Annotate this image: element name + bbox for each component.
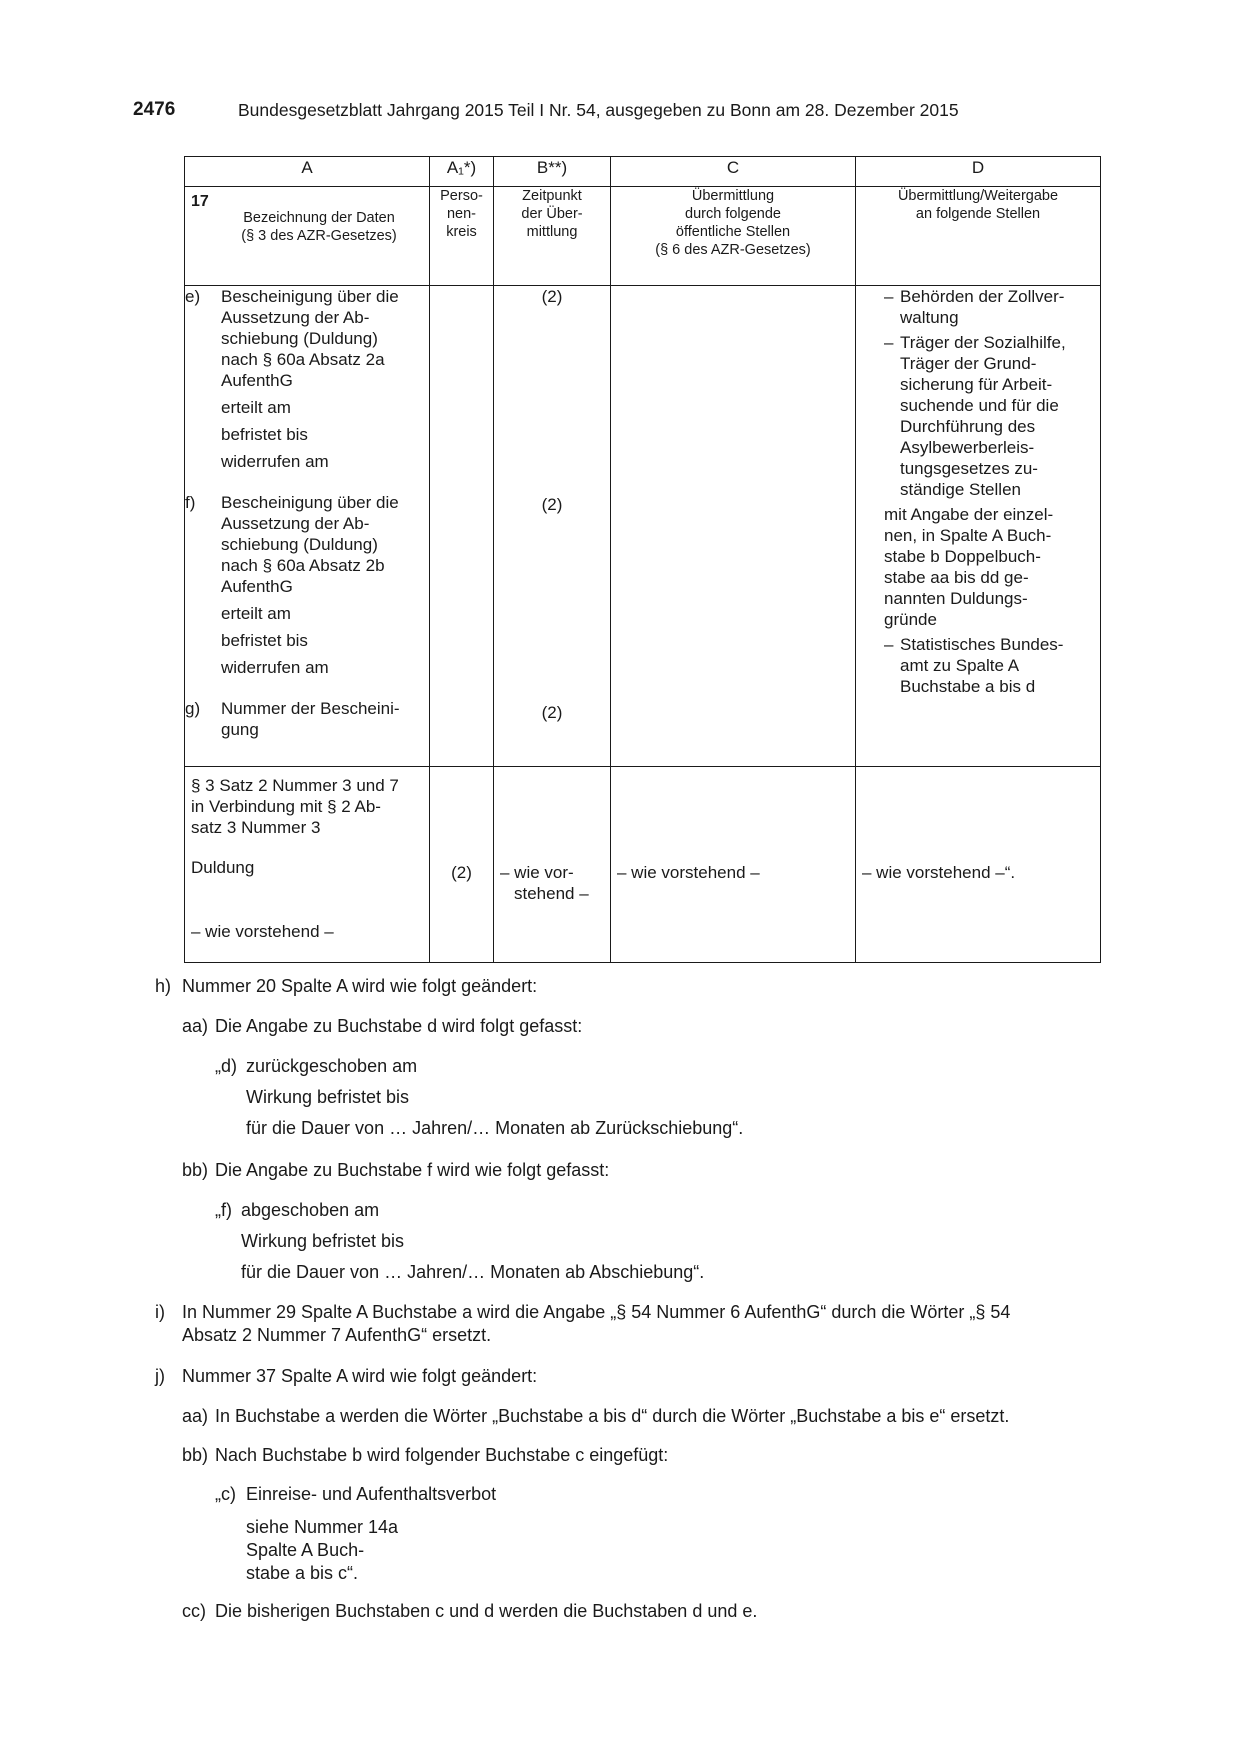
recipient-line: tungsgesetzes zu- [900, 459, 1038, 478]
law-reference-line: § 3 Satz 2 Nummer 3 und 7 [191, 776, 399, 795]
list-item [185, 492, 429, 678]
item-extra: erteilt am [221, 604, 291, 623]
para-j-cc [182, 1600, 758, 1623]
desc-b-line: Zeitpunkt [522, 188, 582, 204]
quote-line: Wirkung befristet bis [241, 1231, 405, 1251]
recipient-line: Asylbewerberleis- [900, 438, 1035, 457]
quote-line: zurückgeschoben am [246, 1056, 418, 1076]
desc-b-line: mittlung [526, 224, 578, 240]
last-col-a1 [430, 767, 494, 963]
last-col-c [611, 767, 856, 963]
para-text: In Buchstabe a werden die Wörter „Buchstabe a bis d“ durch die Wörter „Buchstabe a bis e“ ersetzt. [215, 1406, 1010, 1426]
law-reference-line: satz 3 Nummer 3 [191, 818, 321, 837]
desc-c-line: Übermittlung [691, 188, 775, 204]
desc-d-line: Übermittlung/Weitergabe [897, 188, 1059, 204]
quote-d [215, 1055, 744, 1138]
desc-c [611, 187, 856, 286]
item-line: Aussetzung der Ab- [221, 514, 370, 533]
item-line: AufenthG [221, 577, 293, 596]
item-extra: befristet bis [221, 425, 308, 444]
main-col-a1 [430, 286, 494, 767]
main-content-row [185, 286, 1101, 767]
header-title: Bundesgesetzblatt Jahrgang 2015 Teil I Nr. 54, ausgegeben zu Bonn am 28. Dezember 2015 [238, 100, 959, 120]
desc-d [856, 187, 1101, 286]
time-value: (2) [541, 703, 563, 722]
desc-b-line: der Über- [521, 206, 583, 222]
quote-line: Spalte A Buch- [246, 1540, 365, 1560]
desc-c-line: durch folgende [685, 206, 781, 222]
item-extra: erteilt am [221, 398, 291, 417]
para-text: Nach Buchstabe b wird folgender Buchstabe c eingefügt: [215, 1445, 669, 1465]
quote-label: „c) [215, 1484, 236, 1504]
item-line: Bescheinigung über die [221, 287, 399, 306]
para-label: aa) [182, 1406, 209, 1426]
note-line: stabe b Doppelbuch- [884, 547, 1041, 566]
recipient-line: Träger der Sozialhilfe, [900, 333, 1066, 352]
note-line: nen, in Spalte A Buch- [884, 526, 1052, 545]
item-label: f) [185, 493, 196, 512]
para-label: i) [155, 1302, 165, 1322]
para-h [155, 975, 538, 998]
quote-label: „f) [215, 1200, 232, 1220]
desc-c-line: öffentliche Stellen [675, 224, 791, 240]
as-above-text: stehend – [514, 884, 589, 903]
main-col-d [856, 286, 1101, 767]
last-col-a [185, 767, 430, 963]
recipient-line: Durchführung des [900, 417, 1036, 436]
para-label: j) [155, 1366, 165, 1386]
para-h-bb [182, 1159, 610, 1182]
desc-a-line: Bezeichnung der Daten [243, 210, 395, 226]
para-i [155, 1301, 1100, 1345]
main-col-b [494, 286, 611, 767]
note-line: nannten Duldungs- [884, 589, 1028, 608]
para-text: Nummer 20 Spalte A wird wie folgt geändert: [182, 976, 538, 996]
para-text: In Nummer 29 Spalte A Buchstabe a wird die Angabe „§ 54 Nummer 6 AufenthG“ durch die Wörter „§ 54 [182, 1302, 1011, 1322]
recipient-line: Buchstabe a bis d [900, 677, 1036, 696]
quote-line: stabe a bis c“. [246, 1563, 359, 1583]
para-label: bb) [182, 1445, 209, 1465]
desc-a1-line: Perso- [440, 188, 483, 204]
item-line: nach § 60a Absatz 2a [221, 350, 385, 369]
para-j-bb [182, 1444, 669, 1467]
item-line: Nummer der Bescheini- [221, 699, 400, 718]
desc-b [494, 187, 611, 286]
desc-a1 [430, 187, 494, 286]
main-col-c [611, 286, 856, 767]
para-text: Nummer 37 Spalte A wird wie folgt geändert: [182, 1366, 538, 1386]
recipient-item: – Behörden der Zollver- waltung [856, 286, 1100, 328]
para-h-aa [182, 1015, 583, 1038]
recipient-line: Behörden der Zollver- [900, 287, 1065, 306]
col-letter-a: A [185, 157, 430, 187]
as-above-text: – wie vorstehend – [191, 922, 334, 941]
recipient-item: – Statistisches Bundes- amt zu Spalte A Buchstabe a bis d [856, 634, 1100, 697]
recipient-line: Träger der Grund- [900, 354, 1037, 373]
desc-c-line: (§ 6 des AZR-Gesetzes) [655, 242, 811, 258]
duldung-row [185, 767, 1101, 963]
row-number: 17 [191, 193, 209, 210]
para-label: aa) [182, 1016, 209, 1036]
para-text: Die Angabe zu Buchstabe f wird wie folgt gefasst: [215, 1160, 610, 1180]
list-item [185, 286, 429, 472]
quote-label: „d) [215, 1056, 237, 1076]
quote-line: abgeschoben am [241, 1200, 380, 1220]
col-letter-a1: A₁*) [430, 157, 494, 187]
as-above-text: – wie vorstehend – [617, 863, 760, 882]
col-letter-c: C [611, 157, 856, 187]
item-extra: widerrufen am [221, 658, 329, 677]
main-col-a [185, 286, 430, 767]
col-letter-d: D [856, 157, 1101, 187]
item-line: Aussetzung der Ab- [221, 308, 370, 327]
law-reference-line: in Verbindung mit § 2 Ab- [191, 797, 381, 816]
recipient-line: amt zu Spalte A [900, 656, 1020, 675]
para-label: h) [155, 976, 172, 996]
para-j [155, 1365, 538, 1388]
quote-line: siehe Nummer 14a [246, 1517, 399, 1537]
item-extra: befristet bis [221, 631, 308, 650]
para-label: cc) [182, 1601, 206, 1621]
last-col-d [856, 767, 1101, 963]
recipient-note [856, 504, 1100, 630]
note-line: mit Angabe der einzel- [884, 505, 1054, 524]
item-line: AufenthG [221, 371, 293, 390]
para-label: bb) [182, 1160, 209, 1180]
time-value: (2) [541, 495, 563, 514]
quote-line: Einreise- und Aufenthaltsverbot [246, 1484, 497, 1504]
item-line: schiebung (Duldung) [221, 329, 378, 348]
list-item [185, 698, 429, 740]
item-line: nach § 60a Absatz 2b [221, 556, 385, 575]
quote-c [215, 1483, 497, 1583]
para-j-aa [182, 1405, 1010, 1428]
item-extra: widerrufen am [221, 452, 329, 471]
quote-line: für die Dauer von … Jahren/… Monaten ab Abschiebung“. [241, 1262, 705, 1282]
as-above-text: – wie vorstehend –“. [862, 863, 1016, 882]
last-col-b [494, 767, 611, 963]
recipient-line: ständige Stellen [900, 480, 1021, 499]
para-text: Die Angabe zu Buchstabe d wird folgt gefasst: [215, 1016, 583, 1036]
item-line: Bescheinigung über die [221, 493, 399, 512]
recipient-line: Statistisches Bundes- [900, 635, 1064, 654]
quote-line: für die Dauer von … Jahren/… Monaten ab Zurückschiebung“. [246, 1118, 744, 1138]
item-label: e) [185, 287, 201, 306]
person-group-value: (2) [451, 863, 472, 882]
note-line: stabe aa bis dd ge- [884, 568, 1029, 587]
item-label: g) [185, 699, 201, 718]
recipient-item: – Träger der Sozialhilfe, Träger der Grund- sicherung für Arbeit- suchende und für die Durchführung des Asylbewerberleis- tungsgesetzes zu- ständige Stellen [856, 332, 1100, 500]
quote-f [215, 1199, 705, 1282]
para-text: Absatz 2 Nummer 7 AufenthG“ ersetzt. [182, 1325, 492, 1345]
duldung-label: Duldung [191, 858, 255, 877]
column-description-row [185, 187, 1101, 286]
para-text: Die bisherigen Buchstaben c und d werden die Buchstaben d und e. [215, 1601, 758, 1621]
quote-line: Wirkung befristet bis [246, 1087, 410, 1107]
note-line: gründe [884, 610, 937, 629]
item-line: schiebung (Duldung) [221, 535, 378, 554]
desc-d-line: an folgende Stellen [915, 206, 1041, 222]
desc-a1-line: nen- [446, 206, 477, 222]
desc-a-line: (§ 3 des AZR-Gesetzes) [241, 228, 397, 244]
data-table [184, 156, 1101, 963]
item-line: gung [221, 720, 259, 739]
recipient-line: waltung [900, 308, 959, 327]
time-value: (2) [541, 287, 563, 306]
recipient-line: sicherung für Arbeit- [900, 375, 1053, 394]
recipient-line: suchende und für die [900, 396, 1059, 415]
page-number: 2476 [133, 99, 176, 120]
desc-a [185, 187, 430, 286]
col-letter-b: B**) [494, 157, 611, 187]
as-above-text: – wie vor- [500, 863, 574, 882]
desc-a1-line: kreis [446, 224, 477, 240]
column-letter-row [185, 157, 1101, 187]
